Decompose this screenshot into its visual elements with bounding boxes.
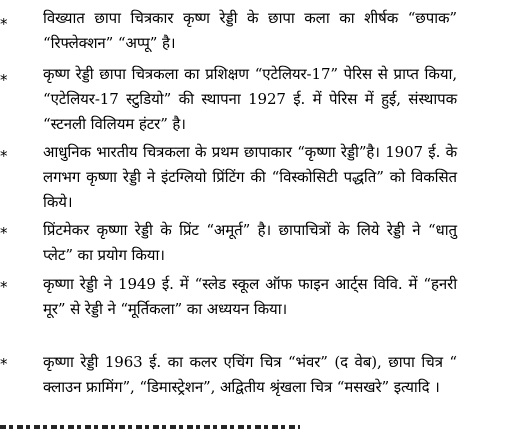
bullet-marker: *: [0, 278, 8, 296]
list-item-text: कृष्णा रेड्डी ने 1949 ई. में “स्लेड स्कूल ऑफ फाइन आर्ट्स विवि. में “हनरी मूर” से रेड्डी ने “मूर्तिकला” का अध्ययन किया।: [43, 275, 457, 318]
list-item-text: कृष्णा रेड्डी 1963 ई. का कलर एचिंग चित्र “भंवर” (द वेब), छापा चित्र “ क्लाउन फ्रामिंग”, “डिमास्ट्रेशन”, अद्वितीय श्रृंखला चित्र “मसखरे” इत्यादि ।: [43, 353, 457, 396]
bullet-marker: *: [0, 355, 8, 373]
list-item-text: प्रिंटमेकर कृष्णा रेड्डी के प्रिंट “अमूर्त” है। छापाचित्रों के लिये रेड्डी ने “धातु प्लेट” का प्रयोग किया।: [43, 221, 457, 264]
list-item-text: कृष्ण रेड्डी छापा चित्रकला का प्रशिक्षण “एटेलियर-17” पेरिस से प्राप्त किया, “एटेलियर-17 स्टुडियो” की स्थापना 1927 ई. में पेरिस में हुई, संस्थापक “स्टनली विलियम हंटर” है।: [43, 65, 457, 133]
bullet-marker: *: [0, 224, 8, 242]
bullet-marker: *: [0, 147, 8, 165]
list-item-text: विख्यात छापा चित्रकार कृष्ण रेड्डी के छापा कला का शीर्षक “छपाक” “रिफ्लेक्शन” “अप्पू” है।: [43, 9, 457, 52]
list-item-text: आधुनिक भारतीय चित्रकला के प्रथम छापाकार “कृष्णा रेड्डी”है। 1907 ई. के लगभग कृष्णा रेड्डी ने इंटग्लियो प्रिंटिंग की “विस्कोसिटी पद्धति” को विकसित किये।: [43, 143, 457, 211]
cut-off-text-fragment: [0, 425, 300, 429]
bullet-marker: *: [0, 71, 8, 89]
bullet-marker: *: [0, 15, 8, 33]
cut-off-next-line: [0, 425, 300, 430]
